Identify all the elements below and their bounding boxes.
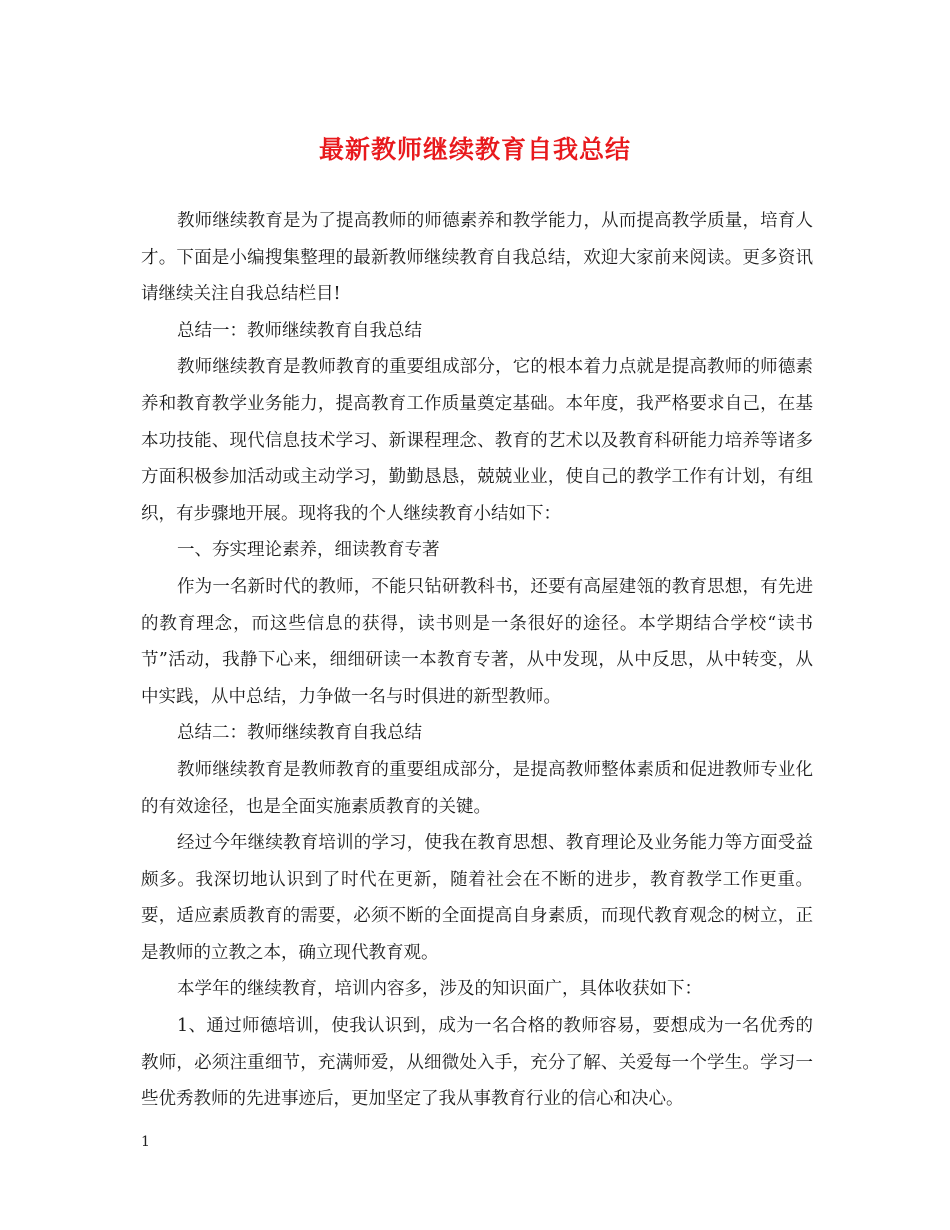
body-paragraph: 教师继续教育是教师教育的重要组成部分，它的根本着力点就是提高教师的师德素养和教育教学业务能力，提高教育工作质量奠定基础。本年度，我严格要求自己，在基本功技能、现代信息技术学习、新课程理念、教育的艺术以及教育科研能力培养等诸多方面积极参加活动或主动学习，勤勤恳恳，兢兢业业，使自己的教学工作有计划，有组织，有步骤地开展。现将我的个人继续教育小结如下： [141,357,813,524]
intro-paragraph: 教师继续教育是为了提高教师的师德素养和教学能力，从而提高教学质量，培育人才。下面是小编搜集整理的最新教师继续教育自我总结，欢迎大家前来阅读。更多资讯请继续关注自我总结栏目! [141,211,813,305]
section-heading-summary-one: 总结一：教师继续教育自我总结 [177,320,422,341]
page-number: 1 [141,1134,150,1150]
subheading-theory: 一、夯实理论素养，细读教育专著 [177,540,440,561]
section-heading-summary-two: 总结二：教师继续教育自我总结 [177,723,422,744]
body-paragraph: 教师继续教育是教师教育的重要组成部分，是提高教师整体素质和促进教师专业化的有效途径，也是全面实施素质教育的关键。 [141,759,813,817]
body-paragraph: 作为一名新时代的教师，不能只钻研教科书，还要有高屋建瓴的教育思想，有先进的教育理念，而这些信息的获得，读书则是一条很好的途径。本学期结合学校“读书节”活动，我静下心来，细细研读一本教育专著，从中发现，从中反思，从中转变，从中实践，从中总结，力争做一名与时俱进的新型教师。 [141,576,813,707]
document-body [141,203,813,1118]
document-title: 最新教师继续教育自我总结 [318,135,631,164]
body-paragraph: 本学年的继续教育，培训内容多，涉及的知识面广，具体收获如下： [177,979,702,1000]
body-paragraph: 经过今年继续教育培训的学习，使我在教育思想、教育理论及业务能力等方面受益颇多。我深切地认识到了时代在更新，随着社会在不断的进步，教育教学工作更重。要，适应素质教育的需要，必须不断的全面提高自身素质，而现代教育观念的树立，正是教师的立教之本，确立现代教育观。 [141,833,813,963]
body-paragraph: 1、通过师德培训，使我认识到，成为一名合格的教师容易，要想成为一名优秀的教师，必须注重细节，充满师爱，从细微处入手，充分了解、关爱每一个学生。学习一些优秀教师的先进事迹后，更加坚定了我从事教育行业的信心和决心。 [141,1016,813,1110]
